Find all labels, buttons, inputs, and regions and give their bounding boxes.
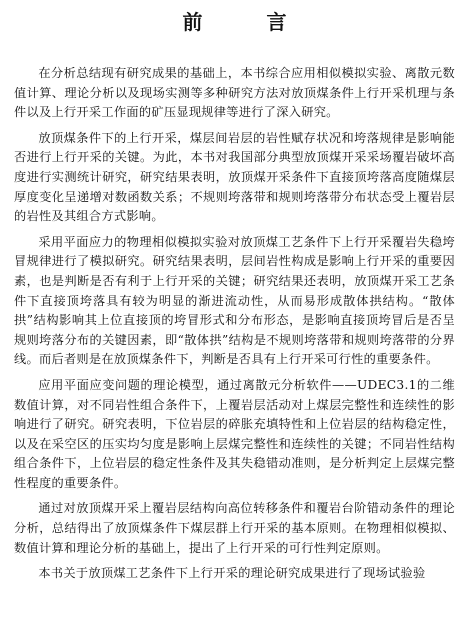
paragraph-4: 应用平面应变问题的理论模型，通过离散元分析软件——UDEC3.1的二维数值计算，对不同岩性组合条件下，上覆岩层活动对上煤层完整性和连续性的影响进行了研究。研究表明，下位岩层的碎胀充填特性和上位岩层的结构稳定性，以及在采空区的压实均匀度是影响上层煤完整性和连续性的关键；不同岩性结构组合条件下，上位岩层的稳定性条件及其失稳错动准则，是分析判定上层煤完整性程度的重要条件。 bbox=[14, 377, 455, 490]
paragraph-5: 通过对放顶煤开采上覆岩层结构向高位转移条件和覆岩台阶错动条件的理论分析，总结得出了放顶煤条件下煤层群上行开采的基本原则。在物理相似模拟、数值计算和理论分析的基础上，提出了上行开采的可行性判定原则。 bbox=[14, 501, 455, 555]
paragraph-6: 本书关于放顶煤工艺条件下上行开采的理论研究成果进行了现场试验验 bbox=[38, 566, 426, 581]
paragraph-1: 在分析总结现有研究成果的基础上，本书综合应用相似模拟实验、离散元数值计算、理论分析以及现场实测等多种研究方法对放顶煤条件上行开采机理与条件以及上行开采工作面的矿压显现规律等进行了深入研究。 bbox=[14, 66, 455, 120]
page-title: 前 言 bbox=[182, 10, 309, 34]
paragraph-3: 采用平面应力的物理相似模拟实验对放顶煤工艺条件下上行开采覆岩失稳垮冒规律进行了模拟研究。研究结果表明，层间岩性构成是影响上行开采的重要因素，也是判断是否有利于上行开采的关键；研究结果还表明，放顶煤开采工艺条件下直接顶垮落具有较为明显的渐进流动性，从而易形成散体拱结构。“散体拱”结构影响其上位直接顶的垮冒形式和分布形态，是影响直接顶垮冒后是否呈规则垮落分布的关键因素，即“散体拱”结构是不规则垮落带和规则垮落带的分界线。而后者则是在放顶煤条件下，判断是否具有上行开采可行性的重要条件。 bbox=[14, 234, 455, 367]
paragraph-2: 放顶煤条件下的上行开采，煤层间岩层的岩性赋存状况和垮落规律是影响能否进行上行开采的关键。为此，本书对我国部分典型放顶煤开采采场覆岩破坏高度进行实测统计研究，研究结果表明，放顶煤开采条件下直接顶垮落高度随煤层厚度变化呈递增对数函数关系；不规则垮落带和规则垮落带分布状态受上覆岩层的岩性及其组合方式影响。 bbox=[14, 130, 455, 224]
